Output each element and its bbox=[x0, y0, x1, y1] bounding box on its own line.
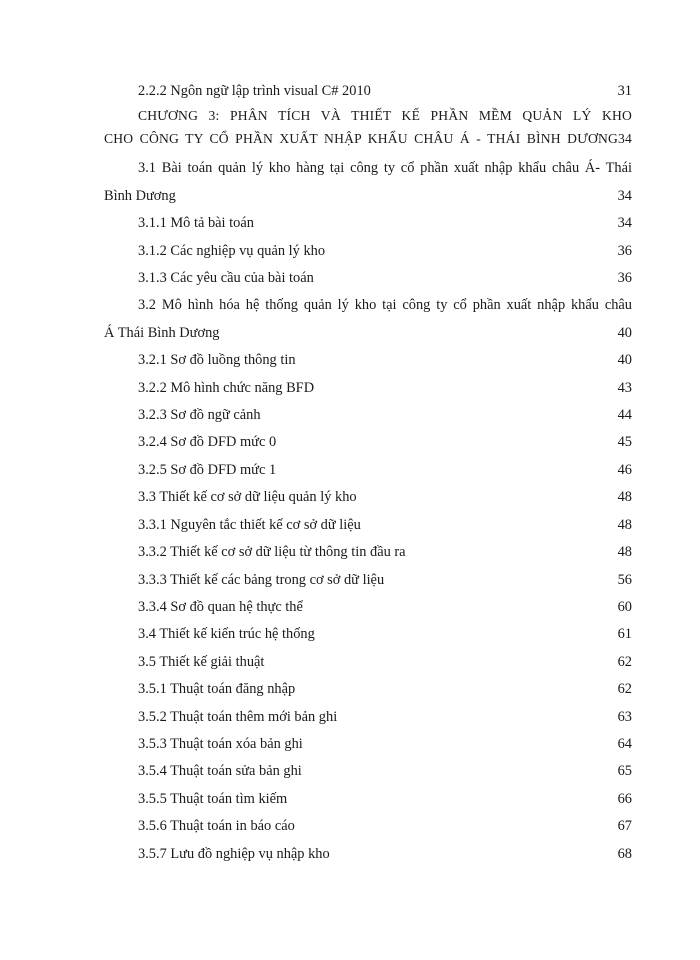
toc-entry-3-1-2 bbox=[104, 238, 632, 265]
toc-page-number: 62 bbox=[617, 653, 632, 670]
toc-entry-3-3-1 bbox=[104, 512, 632, 539]
dot-leader bbox=[297, 815, 610, 829]
toc-page-number: 48 bbox=[617, 544, 632, 561]
toc-entry-title: 2.2.2 Ngôn ngữ lập trình visual C# 2010 bbox=[138, 83, 371, 99]
toc-page-number: 34 bbox=[617, 215, 632, 232]
toc-entry-title-line-2: Bình Dương bbox=[104, 187, 176, 204]
dot-leader bbox=[305, 596, 610, 610]
toc-page-number: 48 bbox=[617, 489, 632, 506]
toc-entry-title: 3.5.2 Thuật toán thêm mới bản ghi bbox=[138, 708, 338, 725]
dot-leader bbox=[359, 486, 610, 500]
toc-entry-title: 3.3 Thiết kế cơ sở dữ liệu quản lý kho bbox=[138, 489, 357, 506]
toc-entry-3-2-3 bbox=[104, 402, 632, 429]
toc-entry-title-line-2: Á Thái Bình Dương bbox=[104, 324, 220, 341]
toc-entry-title: 3.2.4 Sơ đồ DFD mức 0 bbox=[138, 434, 277, 451]
dot-leader bbox=[339, 706, 610, 720]
toc-entry-3-3-2 bbox=[104, 539, 632, 566]
toc-entry-title: 3.2.5 Sơ đồ DFD mức 1 bbox=[138, 461, 277, 478]
dot-leader bbox=[263, 404, 610, 418]
dot-leader bbox=[317, 623, 610, 637]
toc-page-number: 62 bbox=[617, 681, 632, 698]
toc-entry-3-5-2 bbox=[104, 704, 632, 731]
toc-entry-title: 3.2.3 Sơ đồ ngữ cảnh bbox=[138, 407, 261, 424]
dot-leader bbox=[298, 349, 610, 363]
toc-entry-3-2-1 bbox=[104, 347, 632, 374]
toc-entry-title: 3.2.2 Mô hình chức năng BFD bbox=[138, 379, 315, 396]
toc-entry-title: 3.5.1 Thuật toán đăng nhập bbox=[138, 681, 296, 698]
toc-entry-title: 3.1.2 Các nghiệp vụ quản lý kho bbox=[138, 242, 326, 259]
toc-entry-title-line-1: 3.2 Mô hình hóa hệ thống quản lý kho tại công ty cổ phần xuất nhập khẩu châu bbox=[138, 297, 632, 314]
toc-page-number: 60 bbox=[617, 598, 632, 615]
dot-leader bbox=[289, 788, 610, 802]
toc-entry-title: 3.3.4 Sơ đồ quan hệ thực thể bbox=[138, 598, 303, 615]
toc-entry-chapter-3 bbox=[104, 105, 632, 150]
toc-page-number: 36 bbox=[617, 242, 632, 259]
toc-entry-title: 3.5.4 Thuật toán sửa bản ghi bbox=[138, 763, 302, 780]
toc-page-number: 67 bbox=[617, 818, 632, 835]
dot-leader bbox=[278, 431, 610, 445]
dot-leader bbox=[304, 760, 610, 774]
toc-entry-3-2-5 bbox=[104, 457, 632, 484]
dot-leader bbox=[256, 212, 610, 226]
toc-page-number: 61 bbox=[617, 626, 632, 643]
toc-entry-3-2-4 bbox=[104, 429, 632, 456]
toc-page-number: 45 bbox=[617, 434, 632, 451]
toc-entry-3-1-3 bbox=[104, 265, 632, 292]
toc-entry-3-5-4 bbox=[104, 758, 632, 785]
dot-leader bbox=[316, 267, 610, 281]
table-of-contents bbox=[104, 78, 632, 868]
toc-entry-3-3-4 bbox=[104, 594, 632, 621]
toc-page-number: 31 bbox=[617, 83, 632, 99]
toc-entry-title: 3.1.3 Các yêu cầu của bài toán bbox=[138, 270, 314, 287]
toc-page-number: 34 bbox=[617, 187, 632, 204]
toc-page-number: 40 bbox=[617, 324, 632, 341]
toc-entry-title: 3.5.5 Thuật toán tìm kiếm bbox=[138, 790, 288, 807]
toc-entry-title-line-1: 3.1 Bài toán quản lý kho hàng tại công ty cổ phần xuất nhập khẩu châu Á- Thái bbox=[138, 160, 632, 177]
toc-entry-3-5-3 bbox=[104, 731, 632, 758]
toc-page-number: 56 bbox=[617, 571, 632, 588]
toc-page-number: 34 bbox=[618, 130, 632, 146]
toc-page-number: 43 bbox=[617, 379, 632, 396]
toc-entry-2-2-2 bbox=[104, 78, 632, 105]
toc-entry-title: 3.5.6 Thuật toán in báo cáo bbox=[138, 818, 295, 835]
toc-entry-3-5-5 bbox=[104, 786, 632, 813]
dot-leader bbox=[408, 541, 610, 555]
dot-leader bbox=[297, 678, 610, 692]
toc-page-number: 63 bbox=[617, 708, 632, 725]
toc-entry-title: 3.3.1 Nguyên tắc thiết kế cơ sở dữ liệu bbox=[138, 516, 361, 533]
toc-entry-3-5 bbox=[104, 649, 632, 676]
toc-entry-3-3 bbox=[104, 484, 632, 511]
toc-page-number: 65 bbox=[617, 763, 632, 780]
dot-leader bbox=[386, 569, 610, 583]
toc-entry-title: 3.1.1 Mô tả bài toán bbox=[138, 215, 254, 232]
dot-leader bbox=[278, 459, 610, 473]
toc-entry-3-4 bbox=[104, 621, 632, 648]
toc-page-number: 64 bbox=[617, 735, 632, 752]
dot-leader bbox=[363, 514, 610, 528]
toc-page-number: 66 bbox=[617, 790, 632, 807]
dot-leader bbox=[178, 185, 610, 199]
toc-page-number: 46 bbox=[617, 461, 632, 478]
toc-entry-3-5-1 bbox=[104, 676, 632, 703]
dot-leader bbox=[305, 733, 610, 747]
toc-entry-3-3-3 bbox=[104, 567, 632, 594]
toc-page-number: 44 bbox=[617, 407, 632, 424]
toc-entry-3-5-7 bbox=[104, 841, 632, 868]
toc-entry-3-1-1 bbox=[104, 210, 632, 237]
dot-leader bbox=[373, 80, 610, 94]
toc-entry-3-2-2 bbox=[104, 375, 632, 402]
toc-entry-3-5-6 bbox=[104, 813, 632, 840]
toc-entry-title: 3.5.3 Thuật toán xóa bản ghi bbox=[138, 735, 303, 752]
toc-entry-title: 3.5 Thiết kế giải thuật bbox=[138, 653, 265, 670]
toc-entry-title: 3.5.7 Lưu đồ nghiệp vụ nhập kho bbox=[138, 845, 330, 862]
toc-entry-3-1 bbox=[104, 155, 632, 210]
toc-page-number: 36 bbox=[617, 270, 632, 287]
chapter-title-line-2: CHO CÔNG TY CỔ PHẦN XUẤT NHẬP KHẨU CHÂU Á - THÁI BÌNH DƯƠNG bbox=[104, 130, 618, 146]
dot-leader bbox=[327, 240, 610, 254]
toc-entry-title: 3.3.3 Thiết kế các bảng trong cơ sở dữ liệu bbox=[138, 571, 385, 588]
chapter-title-line-1: CHƯƠNG 3: PHÂN TÍCH VÀ THIẾT KẾ PHẦN MỀM QUẢN LÝ KHO bbox=[138, 108, 632, 124]
dot-leader bbox=[221, 322, 610, 336]
toc-entry-title: 3.3.2 Thiết kế cơ sở dữ liệu từ thông tin đầu ra bbox=[138, 544, 406, 561]
toc-entry-3-2 bbox=[104, 292, 632, 347]
toc-page-number: 48 bbox=[617, 516, 632, 533]
toc-entry-title: 3.2.1 Sơ đồ luồng thông tin bbox=[138, 352, 296, 369]
toc-entry-title: 3.4 Thiết kế kiến trúc hệ thống bbox=[138, 626, 315, 643]
toc-page-number: 40 bbox=[617, 352, 632, 369]
dot-leader bbox=[266, 651, 610, 665]
toc-page-number: 68 bbox=[617, 845, 632, 862]
dot-leader bbox=[332, 843, 610, 857]
dot-leader bbox=[316, 377, 610, 391]
